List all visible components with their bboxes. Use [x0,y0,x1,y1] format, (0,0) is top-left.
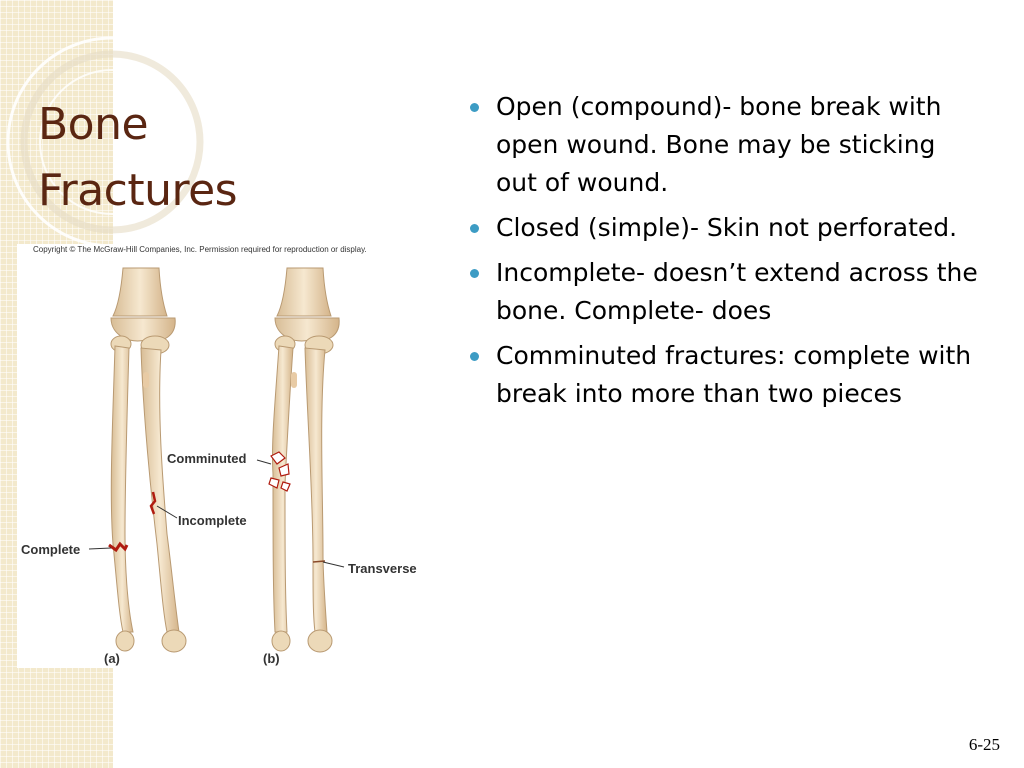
page-number: 6-25 [968,735,1000,754]
bullet-text: Open (compound)- bone break with open wound. Bone may be sticking out of wound. [496,92,942,197]
bullet-text: Closed (simple)- Skin not perforated. [496,213,958,242]
comminuted-leader [257,460,271,464]
transverse-leader [323,562,344,567]
label-transverse: Transverse [348,561,417,576]
bullet-item [470,88,980,202]
humerus-b [277,268,331,316]
label-panel-a: (a) [104,651,120,666]
bullet-dot-icon [470,103,479,112]
forearm-bones-illustration [17,244,430,668]
bullet-item [470,209,980,247]
label-complete: Complete [21,542,81,557]
copyright-notice: Copyright © The McGraw-Hill Companies, Inc. Permission required for reproduction or display. [33,245,367,254]
bullet-dot-icon [470,269,479,278]
label-incomplete: Incomplete [178,513,247,528]
bullet-text: Incomplete- doesn’t extend across the bone. Complete- does [496,258,978,325]
radius-b [305,348,327,632]
bullet-dot-icon [470,224,479,233]
radius-a [141,348,179,632]
humerus-a [113,268,167,316]
bullet-item [470,337,980,413]
slide-title [38,92,237,224]
bullet-dot-icon [470,352,479,361]
bullet-list [470,88,980,420]
ulna-a [111,346,133,632]
bullet-text: Comminuted fractures: complete with break into more than two pieces [496,341,972,408]
title-line-2: Fractures [38,165,238,216]
complete-leader [89,548,111,549]
bullet-item [470,254,980,330]
bone-fracture-figure [17,244,430,668]
forearm-b [269,268,339,652]
title-line-1: Bone [38,99,149,150]
label-panel-b: (b) [263,651,280,666]
label-comminuted: Comminuted [167,451,247,466]
